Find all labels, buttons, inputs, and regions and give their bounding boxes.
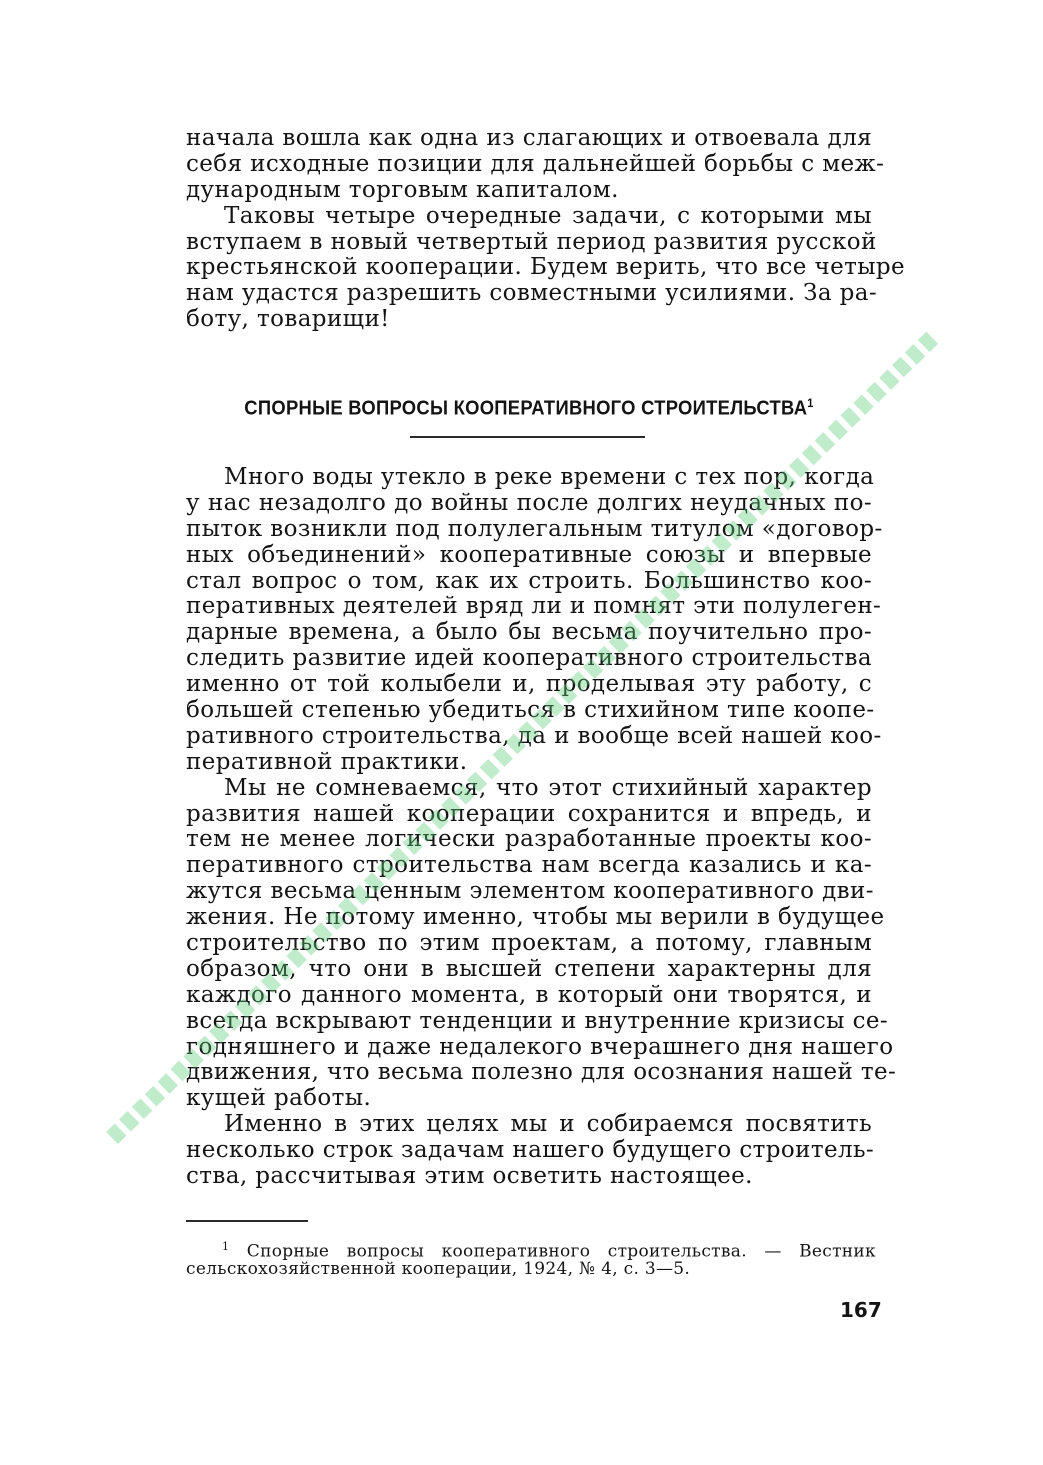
text-line: несколько строк задачам нашего будущего строитель- xyxy=(186,1137,875,1164)
text-line: дарные времена, а было бы весьма поучительно про- xyxy=(186,619,872,646)
heading-note-mark: 1 xyxy=(807,396,814,410)
text-line: крестьянской кооперации. Будем верить, что все четыре xyxy=(186,254,906,281)
text-line: стал вопрос о том, как их строить. Большинство коо- xyxy=(186,567,872,594)
text-line: пыток возникли под полулегальным титулом «договор- xyxy=(186,515,883,542)
footnote-line: сельскохозяйственной кооперации, 1924, № 4, с. 3—5. xyxy=(186,1259,691,1279)
text-line: ных объединений» кооперативные союзы и впервые xyxy=(186,541,872,568)
text-line: перативных деятелей вряд ли и помнят эти полулеген- xyxy=(186,593,882,620)
page-number: 167 xyxy=(840,1298,882,1322)
text-line: у нас незадолго до войны после долгих неудачных по- xyxy=(186,489,872,516)
text-line: жения. Не потому именно, чтобы мы верили в будущее xyxy=(186,904,885,931)
text-line: боту, товарищи! xyxy=(186,306,390,333)
text-line: строительство по этим проектам, а потому, главным xyxy=(186,930,872,957)
text-line: нам удастся разрешить совместными усилиями. За ра- xyxy=(186,280,878,307)
text-line: начала вошла как одна из слагающих и отвоевала для xyxy=(186,125,872,151)
heading-title: СПОРНЫЕ ВОПРОСЫ КООПЕРАТИВНОГО СТРОИТЕЛЬСТВА xyxy=(244,397,808,420)
text-line: большей степенью убедиться в стихийном типе коопе- xyxy=(186,697,875,724)
text-line: Именно в этих целях мы и собираемся посвятить xyxy=(224,1111,872,1138)
footnote xyxy=(186,1236,876,1280)
footnote-mark: 1 xyxy=(222,1240,230,1253)
heading-underline xyxy=(410,436,645,438)
text-line: кущей работы. xyxy=(186,1085,372,1112)
text-line: следить развитие идей кооперативного строительства xyxy=(186,645,872,672)
text-line: именно от той колыбели и, проделывая эту работу, с xyxy=(186,671,872,698)
text-line: жутся весьма ценным элементом кооперативного дви- xyxy=(186,878,874,905)
text-line: вступаем в новый четвертый период развития русской xyxy=(186,228,877,255)
text-line: годняшнего и даже недалекого вчерашнего дня нашего xyxy=(186,1033,894,1060)
text-line: всегда вскрывают тенденции и внутренние кризисы се- xyxy=(186,1007,889,1034)
footnote-line xyxy=(186,1236,876,1262)
text-line: развития нашей кооперации сохранится и впредь, и xyxy=(186,800,872,827)
footnote-text: Спорные вопросы кооперативного строительства. — Вестник xyxy=(246,1241,876,1262)
article-body xyxy=(186,464,897,1190)
text-line: Много воды утекло в реке времени с тех пор, когда xyxy=(224,464,875,490)
footnote-separator xyxy=(186,1220,308,1222)
text-line: Мы не сомневаемся, что этот стихийный характер xyxy=(224,774,872,801)
text-line: ства, рассчитывая этим осветить настоящее. xyxy=(186,1163,753,1190)
text-line: Таковы четыре очередные задачи, с которыми мы xyxy=(224,202,872,229)
text-line: перативного строительства нам всегда казались и ка- xyxy=(186,852,872,879)
text-line: перативной практики. xyxy=(186,748,468,775)
text-line: тем не менее логически разработанные проекты коо- xyxy=(186,826,872,853)
text-line: дународным торговым капиталом. xyxy=(186,176,619,203)
section-heading xyxy=(213,396,844,421)
intro-text xyxy=(186,125,906,333)
text-line: себя исходные позиции для дальнейшей борьбы с меж- xyxy=(186,150,885,177)
text-line: каждого данного момента, в который они творятся, и xyxy=(186,981,872,1008)
text-line: ративного строительства, да и вообще всей нашей коо- xyxy=(186,722,882,749)
text-line: движения, что весьма полезно для осознания нашей те- xyxy=(186,1059,897,1086)
text-line: образом, что они в высшей степени характерны для xyxy=(186,955,872,982)
